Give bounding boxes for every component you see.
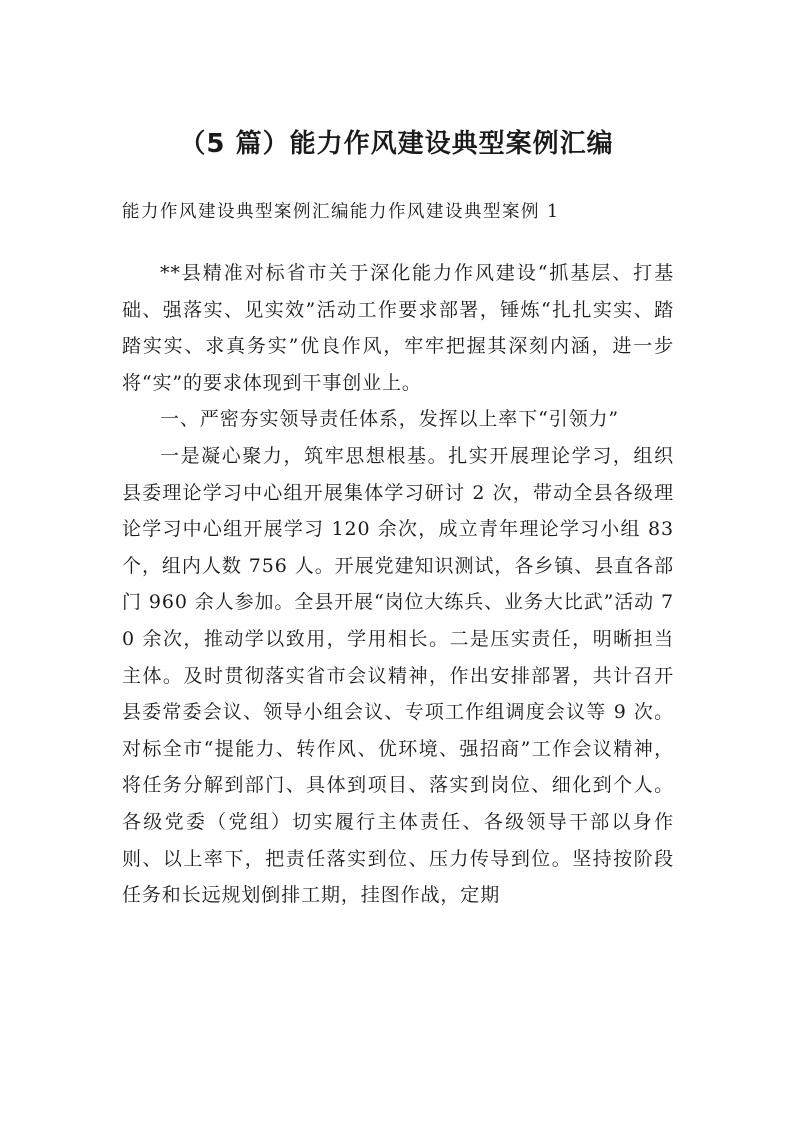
paragraph-intro: **县精准对标省市关于深化能力作风建设“抓基层、打基础、强落实、见实效”活动工作要求部署，锤炼“扎扎实实、踏踏实实、求真务实”优良作风，牢牢把握其深刻内涵，进一步将“实”的要求体现到干事创业上。 [122, 262, 674, 394]
paragraph-section-1: 一是凝心聚力，筑牢思想根基。扎实开展理论学习，组织县委理论学习中心组开展集体学习研讨 2 次，带动全县各级理论学习中心组开展学习 120 余次，成立青年理论学习小组 83 个，组内人数 756 人。开展党建知识测试，各乡镇、县直各部门 960 余人参加。全县开展“岗位大练兵、业务大比武”活动 70 余次，推动学以致用，学用相长。二是压实责任，明晰担当主体。及时贯彻落实省市会议精神，作出安排部署，共计召开县委常委会议、领导小组会议、专项工作组调度会议等 9 次。对标全市“提能力、转作风、优环境、强招商”工作会议精神，将任务分解到部门、具体到项目、落实到岗位、细化到个人。各级党委（党组）切实履行主体责任、各级领导干部以身作则、以上率下，把责任落实到位、压力传导到位。坚持按阶段任务和长远规划倒排工期，挂图作战，定期 [122, 444, 674, 907]
document-body [122, 255, 674, 914]
document-subtitle: 能力作风建设典型案例汇编能力作风建设典型案例 1 [122, 202, 560, 222]
document-title: （5 篇）能力作风建设典型案例汇编 [179, 129, 614, 159]
section-heading-1: 一、严密夯实领导责任体系，发挥以上率下“引领力” [160, 408, 620, 431]
